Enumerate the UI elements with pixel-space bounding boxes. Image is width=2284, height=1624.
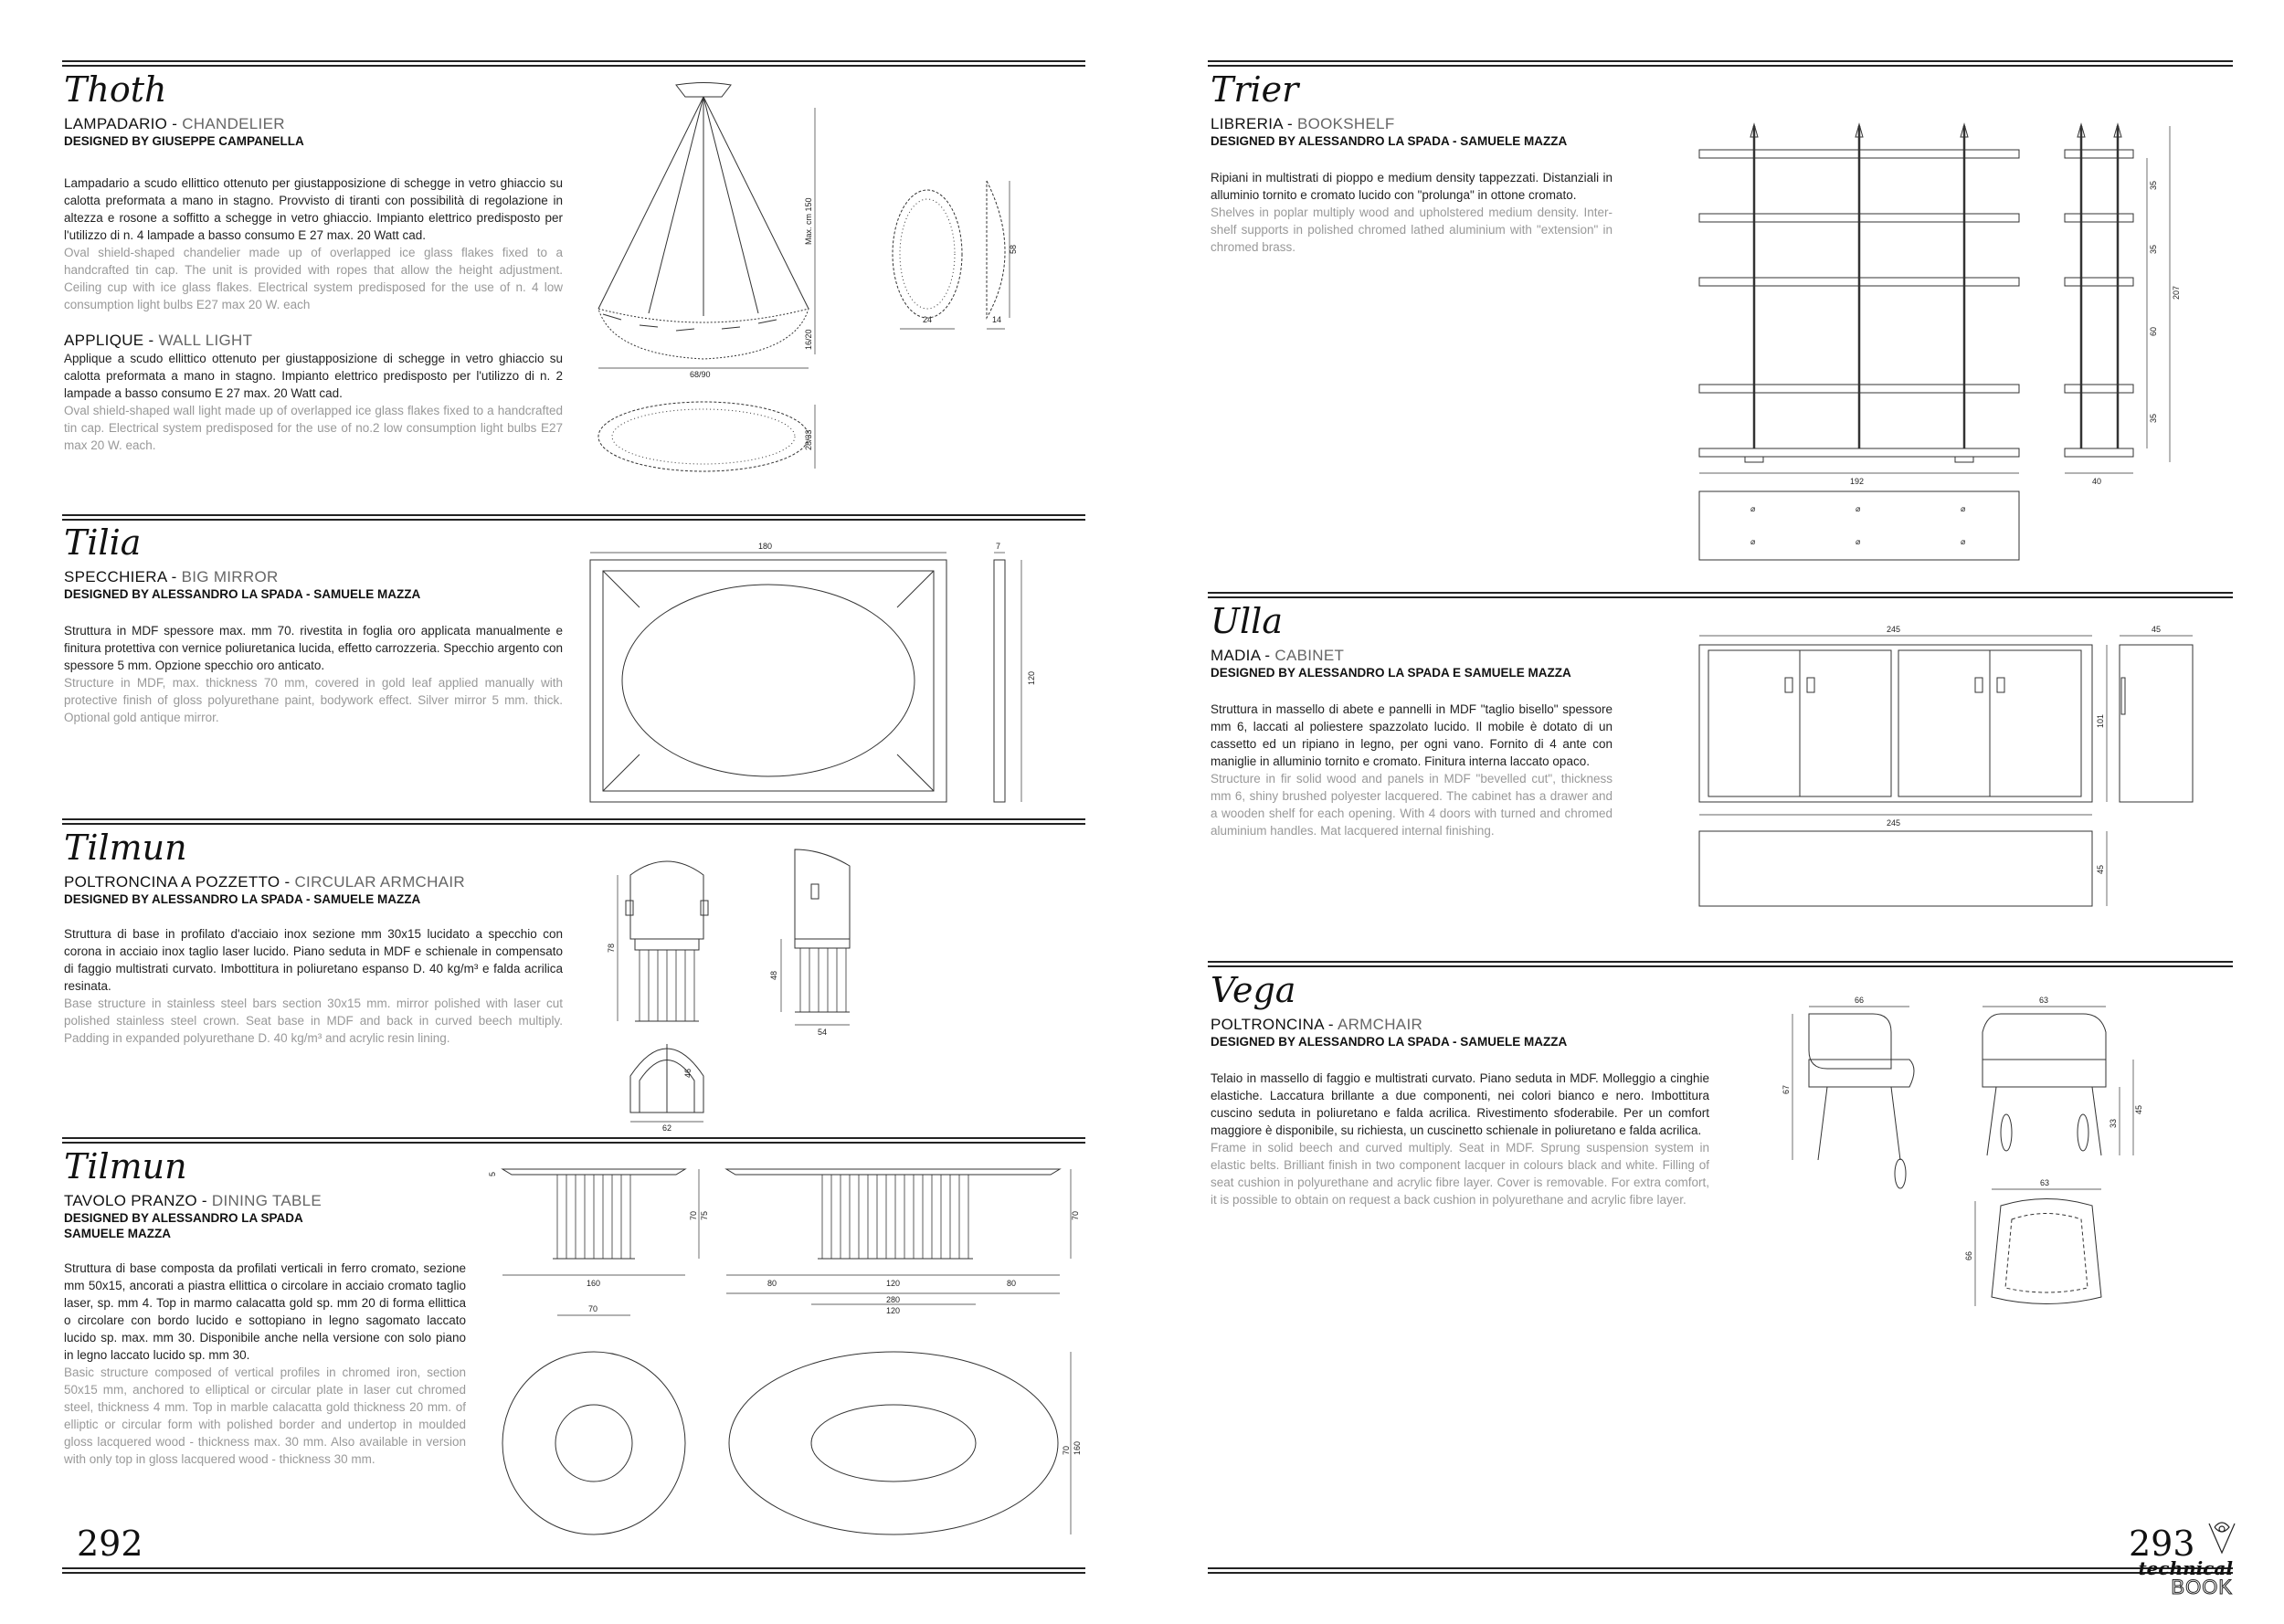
- dimension-label: 66: [1964, 1250, 1973, 1260]
- dimension-label: 67: [1782, 1084, 1791, 1094]
- product-type: POLTRONCINA - ARMCHAIR: [1211, 1016, 1423, 1033]
- dimension-label: 70: [588, 1304, 598, 1313]
- product-type: TAVOLO PRANZO - DINING TABLE: [64, 1192, 323, 1209]
- product-type: SPECCHIERA - BIG MIRROR: [64, 568, 279, 585]
- tilmun-table-drawing: [484, 1158, 1096, 1560]
- dimension-label: 45: [2134, 1104, 2143, 1114]
- product-title: Trier: [1211, 69, 1299, 110]
- dimension-label: 5: [488, 1171, 497, 1176]
- svg-text:⌀: ⌀: [1961, 504, 1966, 513]
- designer-credit: DESIGNED BY ALESSANDRO LA SPADA E SAMUELE MAZZA: [1211, 666, 1571, 680]
- dimension-label: 70: [1062, 1445, 1071, 1455]
- svg-text:⌀: ⌀: [1856, 537, 1861, 546]
- thoth-chandelier-drawing: [585, 80, 1096, 510]
- dimension-label: 66: [1855, 996, 1865, 1005]
- description-italian: Applique a scudo ellittico ottenuto per giustapposizione di schegge in vetro ghiaccio su calotta preformata a mano in stagno. Impianto elettrico predisposto per l'utilizzo di n. 2 lampade a basso consumo E 27 max. 20 Watt cad.: [64, 352, 563, 400]
- page-bottom-rule: [1208, 1567, 2233, 1574]
- description-english: Shelves in poplar multiply wood and upholstered medium density. Inter-shelf supports in polished chromed lathed aluminium with "extension" in chromed brass.: [1211, 206, 1613, 254]
- product-title: Tilmun: [64, 828, 187, 868]
- dimension-label: 80: [767, 1279, 777, 1288]
- dimension-label: 78: [607, 943, 616, 953]
- description-english: Oval shield-shaped wall light made up of overlapped ice glass flakes fixed to a handcrafted tin cap. Electrical system predisposed for the use of no.2 low consumption light bulbs E27 max 20 W. each.: [64, 404, 563, 452]
- svg-text:⌀: ⌀: [1750, 504, 1756, 513]
- dimension-label: 70: [689, 1210, 698, 1220]
- product-title: Ulla: [1211, 601, 1283, 641]
- dimension-label: 60: [2149, 326, 2158, 336]
- svg-text:⌀: ⌀: [1961, 537, 1966, 546]
- dimension-label: 63: [2040, 1178, 2050, 1187]
- section-rule: [62, 1137, 1085, 1144]
- description-italian: Struttura in massello di abete e pannelli in MDF "taglio bisello" spessore mm 6, laccati al poliestere spazzolato lucido. Il mobile è dotato di un cassetto ed un ripiano in legno, per ogni vano. Fornito di 4 ante con maniglie in alluminio tornito e cromato. Finitura interna laccato opaco.: [1211, 702, 1613, 768]
- tilmun-table-section: [64, 1146, 466, 1468]
- svg-text:⌀: ⌀: [1856, 504, 1861, 513]
- thoth-section: [64, 69, 563, 454]
- tilmun-armchair-section: [64, 828, 563, 1047]
- dimension-label: 35: [2149, 244, 2158, 254]
- dimension-label: 120: [886, 1306, 901, 1315]
- tilia-section: [64, 522, 563, 726]
- ulla-section: [1211, 601, 1613, 839]
- designer-credit: DESIGNED BY ALESSANDRO LA SPADA - SAMUELE MAZZA: [64, 892, 421, 906]
- trier-bookshelf-drawing: [1690, 117, 2184, 564]
- dimension-label: 245: [1887, 818, 1901, 828]
- description-italian: Ripiani in multistrati di pioppo e medium density tappezzati. Distanziali in alluminio tornito e cromato lucido con "prolunga" in ottone cromato.: [1211, 171, 1613, 202]
- ulla-cabinet-drawing: [1690, 623, 2202, 924]
- description-italian: Struttura di base composta da profilati verticali in ferro cromato, sezione mm 50x15, ancorati a piastra ellittica o circolare in acciaio cromato taglio laser, sp. mm 4. Top in marmo calacatta gold sp. mm 20 di forma ellittica o circolare con bordo lucido e sottopiano in legno sagomato laccato lucido sp. max. mm 30. Disponibile anche nella versione con solo piano in legno laccato lucido sp. mm 30.: [64, 1261, 466, 1362]
- dimension-label: 45: [2096, 864, 2105, 874]
- dimension-label: 33: [2109, 1118, 2118, 1128]
- vega-armchair-drawing: [1772, 996, 2156, 1343]
- description-english: Base structure in stainless steel bars section 30x15 mm. mirror polished with laser cut polished stainless steel crown. Seat base in MDF and back in curved beech multiply. Padding in expanded polyurethane D. 40 kg/m³ and acrylic resin lining.: [64, 997, 563, 1045]
- product-type: LIBRERIA - BOOKSHELF: [1211, 115, 1395, 132]
- page-number: 292: [77, 1524, 143, 1564]
- description-english: Structure in MDF, max. thickness 70 mm, covered in gold leaf applied manually with protective finish of gloss polyurethane paint, bodywork effect. Silver mirror 5 mm. thick. Optional gold antique mirror.: [64, 676, 563, 724]
- dimension-label: 62: [662, 1123, 672, 1133]
- dimension-label: 180: [758, 542, 773, 551]
- dimension-label: 46: [683, 1068, 693, 1078]
- dimension-label: 40: [2092, 477, 2102, 486]
- designer-credit: DESIGNED BY ALESSANDRO LA SPADA: [64, 1211, 303, 1225]
- designer-credit: SAMUELE MAZZA: [64, 1227, 171, 1240]
- dimension-label: 192: [1850, 477, 1865, 486]
- description-english: Oval shield-shaped chandelier made up of overlapped ice glass flakes fixed to a handcrafted tin cap. The unit is provided with ropes that allow the height adjustment. Ceiling cup with ice glass flakes. Electrical system predisposed for the use of n. 4 low consumption light bulbs E27 max 20 W. each: [64, 246, 563, 311]
- vega-section: [1211, 970, 1709, 1208]
- description-english: Structure in fir solid wood and panels in MDF "bevelled cut", thickness mm 6, shiny brushed polyester lacquered. The cabinet has a drawer and a wooden shelf for each opening. With 4 doors with turned and chromed aluminium handles. Mat lacquered internal finishing.: [1211, 772, 1613, 838]
- section-rule: [62, 818, 1085, 825]
- tilia-mirror-drawing: [585, 543, 1078, 813]
- designer-credit: DESIGNED BY GIUSEPPE CAMPANELLA: [64, 134, 304, 148]
- dimension-label: 14: [992, 315, 1002, 324]
- description-english: Basic structure composed of vertical profiles in chromed iron, section 50x15 mm, anchored to elliptical or circular plate in laser cut chromed steel, thickness 4 mm. Top in marble calacatta gold thickness 20 mm. of elliptic or circular form with polished border and undertop in moulded gloss lacquered wood - thickness max. 30 mm. Also available in version with only top in gloss lacquered wood - thickness 30 mm.: [64, 1366, 466, 1466]
- section-rule: [62, 514, 1085, 521]
- dimension-label: 68/90: [690, 370, 711, 379]
- description-italian: Struttura di base in profilato d'acciaio inox sezione mm 30x15 lucidato a specchio con corona in acciaio inox taglio laser lucido. Piano seduta in MDF e schienale in compensato di faggio multistrati curvato. Imbottitura in poliuretano espanso D. 40 kg/m³ e falda acrilica resinata.: [64, 927, 563, 993]
- designer-credit: DESIGNED BY ALESSANDRO LA SPADA - SAMUELE MAZZA: [1211, 134, 1568, 148]
- dimension-label: 7: [996, 542, 1001, 551]
- designer-credit: DESIGNED BY ALESSANDRO LA SPADA - SAMUELE MAZZA: [64, 587, 421, 601]
- dimension-label: 35: [2149, 413, 2158, 423]
- dimension-label: 160: [587, 1279, 601, 1288]
- dimension-label: 16/20: [804, 329, 813, 350]
- svg-text:⌀: ⌀: [1750, 537, 1756, 546]
- dimension-label: 28/33: [804, 429, 813, 450]
- dimension-label: 245: [1887, 625, 1901, 634]
- description-italian: Struttura in MDF spessore max. mm 70. rivestita in foglia oro applicata manualmente e finitura protettiva con vernice poliuretanica lucida, effetto carrozzeria. Specchio argento con spessore 5 mm. Opzione specchio oro anticato.: [64, 624, 563, 672]
- dimension-label: 24: [923, 315, 933, 324]
- dimension-label: 280: [886, 1295, 901, 1304]
- dimension-label: 80: [1007, 1279, 1017, 1288]
- description-italian: Telaio in massello di faggio e multistrati curvato. Piano seduta in MDF. Molleggio a cinghie elastiche. Laccatura brillante a due componenti, nei colori bianco e nero. Imbottitura cuscino seduta in poliuretano e falda acrilica. Rivestimento sfoderabile. Per un comfort maggiore è disponibile, su richiesta, un cuscinetto schienale in poliuretano e falda acrilica.: [1211, 1071, 1709, 1137]
- product-type: APPLIQUE - WALL LIGHT: [64, 332, 253, 349]
- product-title: Tilia: [64, 522, 142, 563]
- product-title: Thoth: [64, 69, 167, 110]
- dimension-label: 70: [1071, 1210, 1080, 1220]
- product-title: Vega: [1211, 970, 1296, 1010]
- tilmun-armchair-drawing: [585, 848, 895, 1131]
- dimension-label: 75: [700, 1210, 709, 1220]
- dimension-label: 58: [1009, 244, 1018, 254]
- page-bottom-rule: [62, 1567, 1085, 1574]
- dimension-label: 54: [818, 1028, 828, 1037]
- product-title: Tilmun: [64, 1146, 187, 1186]
- technical-label: technical: [2138, 1557, 2233, 1579]
- dimension-label: 45: [2152, 625, 2162, 634]
- book-label: BOOK: [2171, 1576, 2233, 1598]
- product-type: MADIA - CABINET: [1211, 647, 1345, 664]
- dimension-label: 120: [1027, 670, 1036, 685]
- page-number: 293: [2129, 1524, 2195, 1564]
- dimension-label: 160: [1073, 1440, 1082, 1455]
- book-logo-icon: [2204, 1516, 2240, 1560]
- designer-credit: DESIGNED BY ALESSANDRO LA SPADA - SAMUELE MAZZA: [1211, 1035, 1568, 1049]
- dimension-label: 48: [769, 970, 778, 980]
- description-italian: Lampadario a scudo ellittico ottenuto per giustapposizione di schegge in vetro ghiaccio su calotta preformata a mano in stagno. Provvisto di tiranti con possibilità di regolazione in altezza e rosone a soffitto a schegge in vetro ghiaccio. Impianto elettrico predisposto per l'utilizzo di n. 4 lampade a basso consumo E 27 max. 20 Watt cad.: [64, 176, 563, 242]
- dimension-label: Max. cm 150: [804, 197, 813, 245]
- trier-section: [1211, 69, 1613, 256]
- section-rule: [62, 60, 1085, 67]
- product-type: LAMPADARIO - CHANDELIER: [64, 115, 285, 132]
- dimension-label: 35: [2149, 180, 2158, 190]
- product-type: POLTRONCINA A POZZETTO - CIRCULAR ARMCHAIR: [64, 873, 465, 891]
- dimension-label: 101: [2096, 713, 2105, 728]
- section-rule: [1208, 60, 2233, 67]
- description-english: Frame in solid beech and curved multiply. Seat in MDF. Sprung suspension system in elastic belts. Brilliant finish in two component lacquer in colours black and white. Filling of seat cushion in polyurethane and acrylic fibre layer. Cover is removable. For extra comfort, it is possible to obtain on request a back cushion in polyurethane and acrylic fibre layer.: [1211, 1141, 1709, 1207]
- section-rule: [1208, 592, 2233, 598]
- dimension-label: 207: [2172, 285, 2181, 300]
- section-rule: [1208, 961, 2233, 967]
- dimension-label: 120: [886, 1279, 901, 1288]
- dimension-label: 63: [2039, 996, 2049, 1005]
